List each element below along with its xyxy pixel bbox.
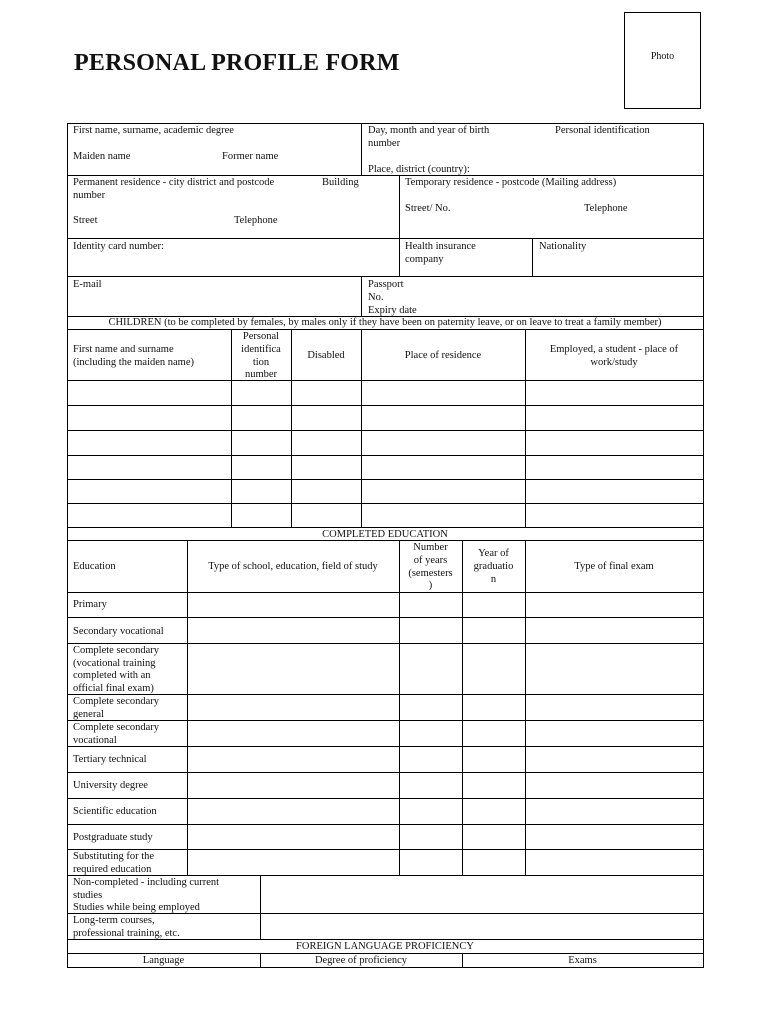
grid-line-h <box>67 617 704 618</box>
edu-col-years-1: Number <box>413 542 448 553</box>
edu-row-scientific: Scientific education <box>73 806 157 817</box>
edu-col-grad-2: graduatio <box>473 561 514 572</box>
children-col-name-sub: (including the maiden name) <box>73 357 195 368</box>
place-label: Place, district (country): <box>368 164 470 175</box>
edu-col-years-2: of years <box>413 555 448 566</box>
grid-line-v <box>525 540 526 875</box>
edu-row-longterm-2: professional training, etc. <box>73 928 180 939</box>
nationality-label: Nationality <box>539 241 587 252</box>
grid-line-v <box>462 540 463 875</box>
grid-line-h <box>67 798 704 799</box>
telephone-temporary-label: Telephone <box>584 203 628 214</box>
passport-label: Passport <box>368 279 404 290</box>
grid-line-h <box>67 405 704 406</box>
name-label: First name, surname, academic degree <box>73 125 234 136</box>
edu-row-complete-secondary-1: Complete secondary <box>73 645 160 656</box>
expiry-date-label: Expiry date <box>368 305 417 316</box>
children-col-employed: Employed, a student - place of <box>549 344 679 355</box>
email-label: E-mail <box>73 279 102 290</box>
edu-row-postgraduate: Postgraduate study <box>73 832 153 843</box>
edu-row-noncompleted-3: Studies while being employed <box>73 902 200 913</box>
building-number-label: number <box>73 190 106 201</box>
grid-line-h <box>67 503 704 504</box>
edu-row-tertiary: Tertiary technical <box>73 754 147 765</box>
children-col-id-3: tion <box>252 357 270 368</box>
edu-col-exam: Type of final exam <box>574 561 654 572</box>
dob-label: Day, month and year of birth <box>368 125 490 136</box>
personal-id-label: Personal identification <box>555 125 650 136</box>
lang-col-exams: Exams <box>568 955 597 966</box>
permanent-residence-label: Permanent residence - city district and postcode <box>73 177 275 188</box>
grid-line-h <box>67 380 704 381</box>
edu-row-complete-secondary-4: official final exam) <box>73 683 154 694</box>
grid-line-h <box>67 238 704 239</box>
edu-col-years-4: ) <box>428 580 433 591</box>
grid-line-h <box>67 720 704 721</box>
children-col-name: First name and surname <box>73 344 174 355</box>
grid-line-h <box>67 479 704 480</box>
edu-row-noncompleted-2: studies <box>73 890 103 901</box>
edu-row-noncompleted-1: Non-completed - including current <box>73 877 220 888</box>
grid-line-v <box>361 123 362 175</box>
grid-line-h <box>67 329 704 330</box>
temporary-residence-label: Temporary residence - postcode (Mailing address) <box>405 177 617 188</box>
grid-line-h <box>67 849 704 850</box>
photo-box[interactable] <box>624 12 701 109</box>
edu-col-years-3: (semesters <box>408 568 453 579</box>
grid-line-v <box>67 123 68 967</box>
former-name-label: Former name <box>222 151 279 162</box>
edu-col-education: Education <box>73 561 116 572</box>
edu-col-grad-3: n <box>490 574 497 585</box>
grid-line-v <box>532 238 533 276</box>
edu-row-cs-general-2: general <box>73 709 104 720</box>
edu-row-longterm-1: Long-term courses, <box>73 915 155 926</box>
lang-col-language: Language <box>142 955 185 966</box>
grid-line-h <box>67 772 704 773</box>
id-card-label: Identity card number: <box>73 241 164 252</box>
telephone-label: Telephone <box>234 215 278 226</box>
edu-col-grad-1: Year of <box>478 548 509 559</box>
edu-row-cs-vocational-1: Complete secondary <box>73 722 160 733</box>
personal-id-number-label: number <box>368 138 401 149</box>
grid-line-h <box>67 592 704 593</box>
grid-line-v <box>361 276 362 316</box>
edu-row-cs-general-1: Complete secondary <box>73 696 160 707</box>
edu-row-complete-secondary-3: completed with an <box>73 670 151 681</box>
languages-heading: FOREIGN LANGUAGE PROFICIENCY <box>296 941 474 952</box>
children-col-id-1: Personal <box>242 331 280 342</box>
street-no-label: Street/ No. <box>405 203 451 214</box>
edu-row-substituting-1: Substituting for the <box>73 851 155 862</box>
photo-label: Photo <box>650 51 675 62</box>
children-col-residence: Place of residence <box>404 350 482 361</box>
grid-line-h <box>67 643 704 644</box>
grid-line-h <box>67 746 704 747</box>
page-title: PERSONAL PROFILE FORM <box>74 50 400 76</box>
health-insurance-label: Health insurance <box>405 241 476 252</box>
children-heading: CHILDREN (to be completed by females, by males only if they have been on paternity leave, or on leave to treat a family member) <box>108 317 662 328</box>
grid-line-h <box>67 430 704 431</box>
children-col-employed-sub: work/study <box>590 357 638 368</box>
edu-row-cs-vocational-2: vocational <box>73 735 117 746</box>
edu-row-university: University degree <box>73 780 148 791</box>
children-col-id-2: identifica <box>241 344 281 355</box>
maiden-name-label: Maiden name <box>73 151 131 162</box>
lang-col-degree: Degree of proficiency <box>314 955 408 966</box>
children-col-disabled: Disabled <box>307 350 345 361</box>
education-heading: COMPLETED EDUCATION <box>322 529 448 540</box>
edu-row-complete-secondary-2: (vocational training <box>73 658 156 669</box>
grid-line-v <box>703 123 704 967</box>
edu-row-primary: Primary <box>73 599 107 610</box>
grid-line-h <box>67 967 704 968</box>
grid-line-v <box>187 540 188 875</box>
street-label: Street <box>73 215 98 226</box>
passport-no-label: No. <box>368 292 384 303</box>
health-company-label: company <box>405 254 444 265</box>
grid-line-v <box>399 175 400 276</box>
children-col-id-4: number <box>244 369 278 380</box>
grid-line-h <box>67 824 704 825</box>
edu-col-type: Type of school, education, field of study <box>208 561 378 572</box>
grid-line-h <box>67 694 704 695</box>
edu-row-secondary-vocational: Secondary vocational <box>73 626 164 637</box>
edu-row-substituting-2: required education <box>73 864 152 875</box>
building-label: Building <box>322 177 359 188</box>
grid-line-v <box>260 875 261 939</box>
grid-line-h <box>67 276 704 277</box>
grid-line-h <box>67 455 704 456</box>
